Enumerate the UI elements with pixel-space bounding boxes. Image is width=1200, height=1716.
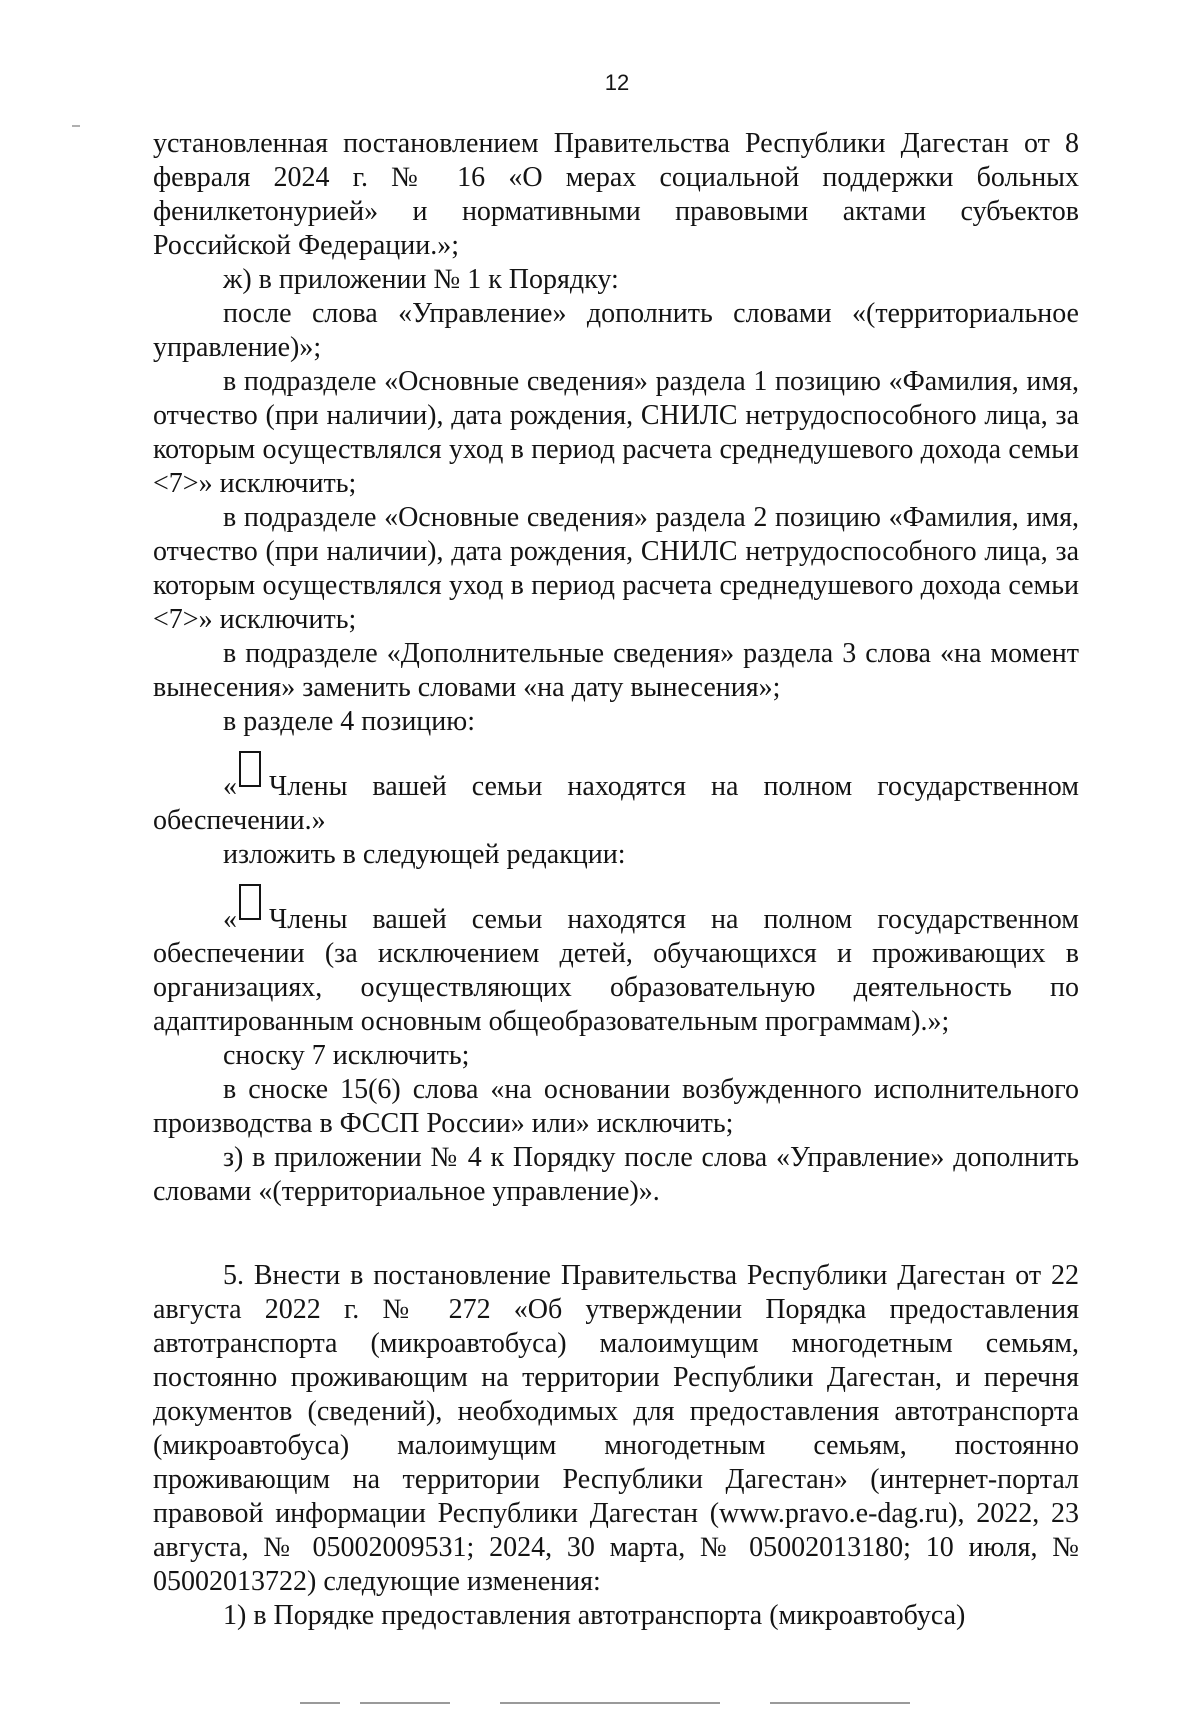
quote-old-text: Члены вашей семьи находятся на полном государственном обеспечении.» — [153, 771, 1079, 836]
paragraph-footnote-7: сноску 7 исключить; — [223, 1040, 470, 1071]
margin-mark — [72, 125, 80, 127]
paragraph-section-5: 5. Внести в постановление Правительства Республики Дагестан от 22 августа 2022 г. № 272 «Об утверждении Порядка предоставления автотранспорта (микроавтобуса) малоимущим многодетным семьям, постоянно проживающим на территории Республики Дагестан, и перечня документов (сведений), необходимых для предоставления автотранспорта (микроавтобуса) малоимущим многодетным семьям, постоянно проживающим на территории Республики Дагестан» (интернет-портал правовой информации Республики Дагестан (www.pravo.e-dag.ru), 2022, 23 августа, № 05002009531; 2024, 30 марта, № 05002013180; 10 июля, № 05002013722) следующие изменения: — [153, 1260, 1079, 1597]
paragraph-continuation: установленная постановлением Правительства Республики Дагестан от 8 февраля 2024 г. № 16 «О мерах социальной поддержки больных фенилкетонурией» и нормативными правовыми актами субъектов Российской Федерации.»; — [153, 128, 1079, 261]
paragraph-section-3: в подразделе «Дополнительные сведения» раздела 3 слова «на момент вынесения» заменить словами «на дату вынесения»; — [153, 638, 1079, 703]
redaction-line: изложить в следующей редакции: — [223, 839, 626, 870]
quote-old-position — [153, 761, 1079, 838]
paragraph-item-zh: ж) в приложении № 1 к Порядку: — [223, 264, 619, 295]
paragraph-section-1: в подразделе «Основные сведения» раздела 1 позицию «Фамилия, имя, отчество (при наличии), дата рождения, СНИЛС нетрудоспособного лица, за которым осуществлялся уход в период расчета среднедушевого дохода семьи <7>» исключить; — [153, 366, 1079, 499]
quote-new-position — [153, 894, 1079, 1039]
paragraph-section-2: в подразделе «Основные сведения» раздела 2 позицию «Фамилия, имя, отчество (при наличии), дата рождения, СНИЛС нетрудоспособного лица, за которым осуществлялся уход в период расчета среднедушевого дохода семьи <7>» исключить; — [153, 502, 1079, 635]
paragraph-after-word: после слова «Управление» дополнить словами «(территориальное управление)»; — [153, 298, 1079, 363]
open-quote: « — [223, 771, 237, 802]
paragraph-item-z: з) в приложении № 4 к Порядку после слова «Управление» дополнить словами «(территориальное управление)». — [153, 1142, 1079, 1207]
checkbox-icon — [239, 751, 261, 787]
quote-new-text: Члены вашей семьи находятся на полном государственном обеспечении (за исключением детей, обучающихся и проживающих в организациях, осуществляющих образовательную деятельность по адаптированным основным общеобразовательным программам).»; — [153, 904, 1079, 1037]
page-number: 12 — [604, 70, 630, 95]
paragraph-section-4: в разделе 4 позицию: — [223, 706, 475, 737]
open-quote: « — [223, 904, 237, 935]
document-body — [153, 127, 1079, 1633]
paragraph-section-5-item-1: 1) в Порядке предоставления автотранспорта (микроавтобуса) — [223, 1600, 966, 1631]
paragraph-footnote-15: в сноске 15(6) слова «на основании возбужденного исполнительного производства в ФССП России» или» исключить; — [153, 1074, 1079, 1139]
checkbox-icon — [239, 884, 261, 920]
footer-scan-marks — [300, 1702, 1060, 1708]
